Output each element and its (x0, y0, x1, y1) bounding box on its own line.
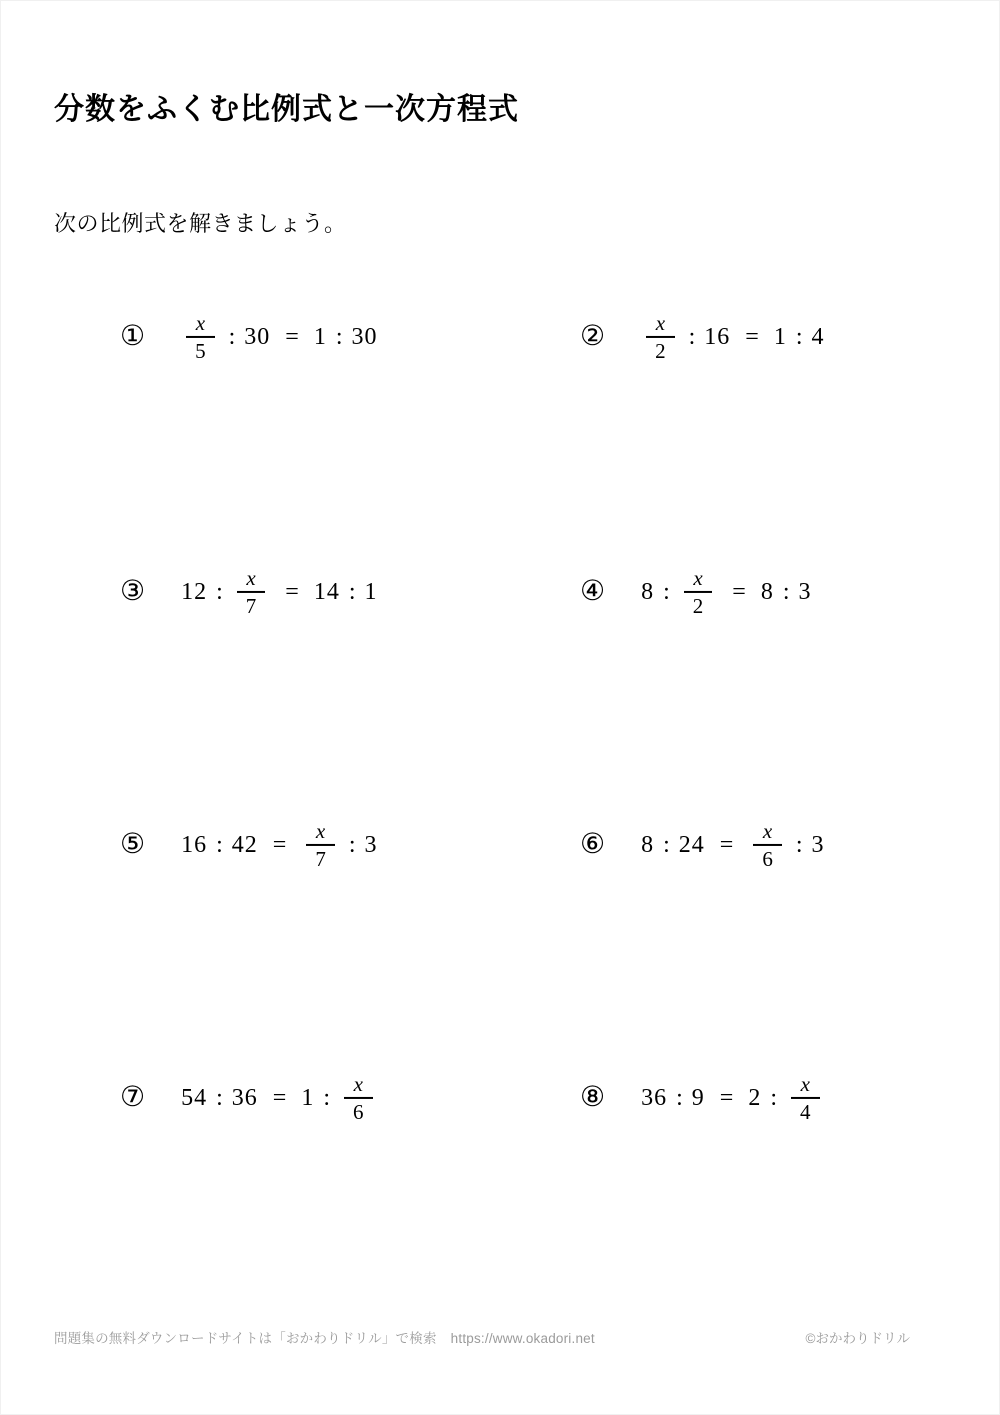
ratio-colon: : (782, 579, 790, 605)
problem-number: ④ (580, 576, 606, 607)
problem-row-5 (120, 820, 378, 870)
math-term: 9 (691, 1085, 705, 1111)
worksheet-title: 分数をふくむ比例式と一次方程式 (54, 93, 519, 126)
problem-row-6 (580, 820, 825, 870)
fraction (186, 312, 215, 362)
math-term: 3 (364, 832, 378, 858)
equation (181, 567, 377, 617)
fraction (791, 1073, 820, 1123)
fraction (684, 567, 713, 617)
math-term: 30 (244, 324, 271, 350)
equation (641, 820, 824, 870)
math-term: 16 (704, 324, 731, 350)
equals-sign: = (732, 579, 746, 605)
problem-row-8 (580, 1073, 825, 1123)
problem-number: ③ (120, 576, 146, 607)
math-term: 36 (641, 1085, 668, 1111)
math-term: 24 (678, 832, 705, 858)
ratio-colon: : (663, 579, 670, 605)
fraction-denominator: 2 (692, 594, 704, 618)
equation (181, 1073, 377, 1123)
equation (181, 312, 377, 362)
equation (641, 567, 811, 617)
problem-row-2 (580, 312, 825, 362)
ratio-colon: : (216, 1085, 223, 1111)
fraction (646, 312, 675, 362)
fraction-numerator: x (246, 565, 256, 590)
ratio-colon: : (228, 324, 236, 350)
fraction-denominator: 7 (315, 847, 326, 871)
fraction-denominator: 5 (195, 339, 206, 363)
problem-row-7 (120, 1073, 378, 1123)
problem-number: ② (580, 321, 606, 352)
fraction-denominator: 4 (800, 1100, 811, 1124)
math-term: 2 (748, 1085, 762, 1111)
equals-sign: = (272, 832, 287, 858)
ratio-colon: : (348, 832, 356, 858)
math-term: 42 (231, 832, 258, 858)
math-term: 12 (181, 579, 208, 605)
problem-number: ⑤ (120, 829, 146, 860)
footer-copyright: ©おかわりドリル (805, 1331, 910, 1346)
fraction-numerator: x (800, 1071, 810, 1096)
math-term: 1 (301, 1085, 315, 1111)
fraction-numerator: x (762, 818, 773, 843)
instruction-text: 次の比例式を解きましょう。 (54, 211, 347, 236)
equals-sign: = (285, 579, 299, 605)
fraction-denominator: 6 (353, 1100, 364, 1124)
ratio-colon: : (795, 832, 803, 858)
fraction (306, 820, 335, 870)
ratio-colon: : (663, 832, 670, 858)
fraction-denominator: 6 (762, 847, 773, 871)
fraction-denominator: 2 (655, 339, 666, 363)
math-term: 16 (181, 832, 208, 858)
ratio-colon: : (323, 1085, 330, 1111)
fraction (344, 1073, 373, 1123)
equals-sign: = (272, 1085, 287, 1111)
problem-number: ⑦ (120, 1082, 146, 1113)
math-term: 14 (313, 579, 340, 605)
ratio-colon: : (348, 579, 356, 605)
fraction-numerator: x (693, 565, 703, 590)
math-term: 4 (811, 324, 825, 350)
ratio-colon: : (216, 579, 223, 605)
ratio-colon: : (676, 1085, 683, 1111)
fraction (237, 567, 266, 617)
math-term: 1 (364, 579, 378, 605)
ratio-colon: : (216, 832, 223, 858)
math-term: 8 (760, 579, 774, 605)
fraction-denominator: 7 (245, 594, 257, 618)
math-term: 36 (231, 1085, 258, 1111)
equals-sign: = (719, 1085, 734, 1111)
ratio-colon: : (335, 324, 343, 350)
footer-site-info (54, 1327, 595, 1347)
math-term: 3 (798, 579, 812, 605)
math-term: 54 (181, 1085, 208, 1111)
problem-row-4 (580, 567, 812, 617)
problem-row-1 (120, 312, 378, 362)
equals-sign: = (745, 324, 759, 350)
fraction-numerator: x (353, 1071, 363, 1096)
math-term: 1 (773, 324, 787, 350)
problem-row-3 (120, 567, 378, 617)
problem-number: ⑥ (580, 829, 606, 860)
math-term: 30 (351, 324, 378, 350)
math-term: 8 (641, 832, 655, 858)
fraction-numerator: x (315, 818, 326, 843)
ratio-colon: : (770, 1085, 777, 1111)
fraction (753, 820, 782, 870)
math-term: 3 (811, 832, 825, 858)
problem-number: ⑧ (580, 1082, 606, 1113)
equation (641, 312, 824, 362)
math-term: 1 (313, 324, 327, 350)
footer-search-text: 問題集の無料ダウンロードサイトは「おかわりドリル」で検索 (54, 1331, 437, 1346)
ratio-colon: : (795, 324, 803, 350)
problem-number: ① (120, 321, 146, 352)
equation (181, 820, 377, 870)
ratio-colon: : (688, 324, 696, 350)
equals-sign: = (719, 832, 734, 858)
footer-url: https://www.okadori.net (450, 1331, 595, 1346)
fraction-numerator: x (655, 310, 666, 335)
equals-sign: = (285, 324, 299, 350)
equation (641, 1073, 824, 1123)
math-term: 8 (641, 579, 655, 605)
fraction-numerator: x (195, 310, 206, 335)
